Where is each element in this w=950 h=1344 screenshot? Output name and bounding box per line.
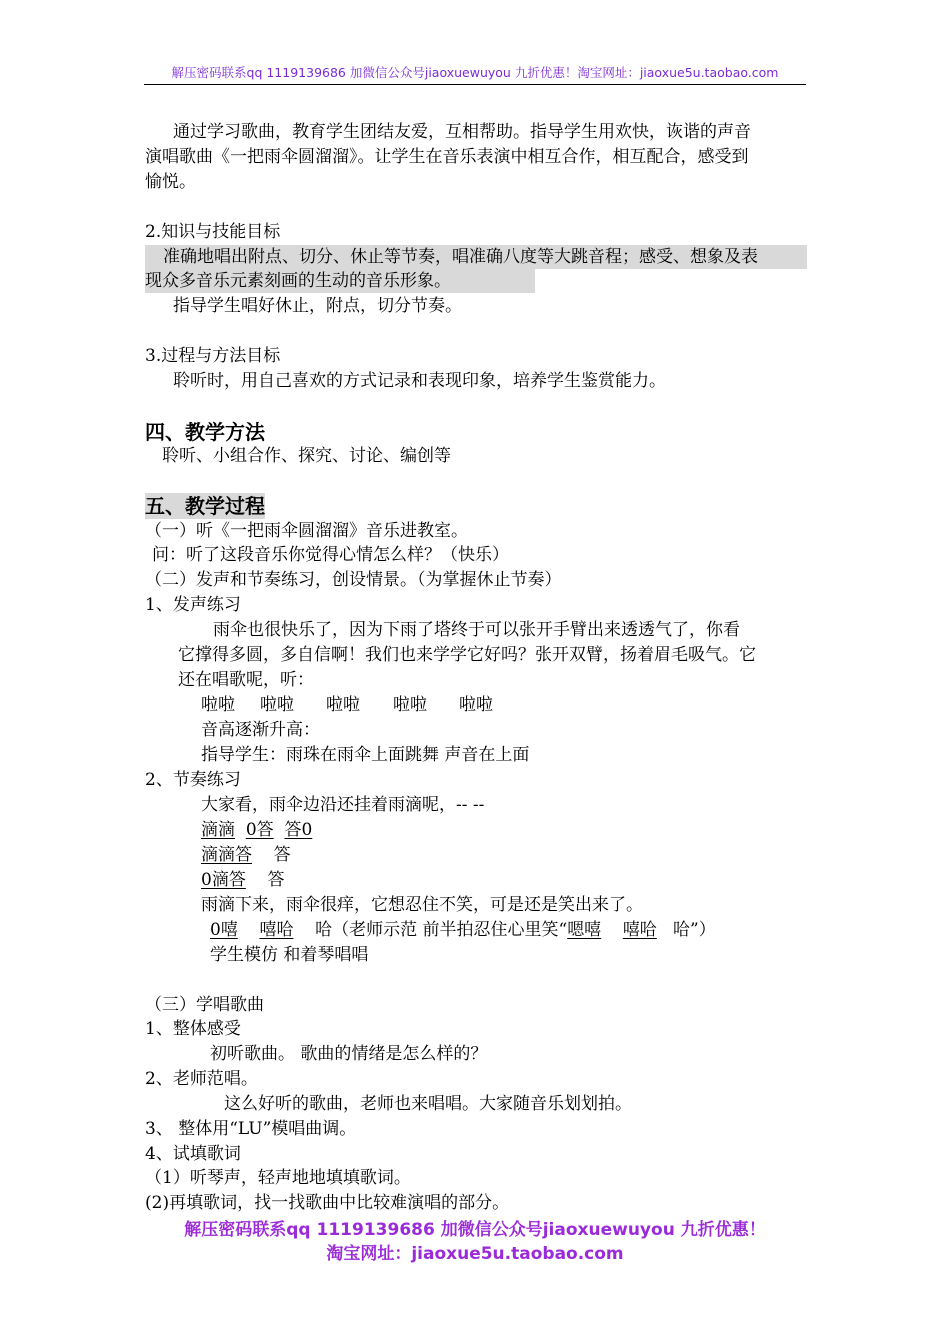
rhythm-note: 0滴答 [201, 870, 246, 890]
intro-line-2: 演唱歌曲《一把雨伞圆溜溜》。让学生在音乐表演中相互合作，相互配合，感受到 [145, 147, 749, 167]
rhythm-practice-heading: 2、节奏练习 [145, 770, 241, 790]
vocal-practice-line-5: 音高逐渐升高： [201, 720, 320, 740]
learning-step-2: 2、老师范唱。 [145, 1069, 258, 1089]
rhythm-note: 0答 [245, 820, 274, 840]
rhythm-note: 0嘻 [210, 920, 238, 940]
vocal-practice-line-1: 雨伞也很快乐了，因为下雨了塔终于可以张开手臂出来透透气了，你看 [213, 620, 740, 640]
rhythm-pattern-3 [201, 868, 284, 892]
vocal-practice-line-6: 指导学生：雨珠在雨伞上面跳舞 声音在上面 [201, 745, 530, 765]
rhythm-note: 哈”） [673, 920, 716, 940]
rhythm-note: 答0 [284, 820, 313, 840]
section5-heading: 五、教学过程 [145, 494, 265, 518]
la-syllable: 啦啦 [201, 695, 235, 715]
rhythm-note: 答 [267, 870, 285, 890]
learning-step-4-line-1: （1）听琴声，轻声地地填填歌词。 [145, 1168, 411, 1188]
rhythm-note: 滴滴 [201, 820, 235, 840]
rhythm-note: 滴滴答 [201, 845, 252, 865]
intro-line-3: 愉悦。 [145, 172, 196, 192]
process-question: 问：听了这段音乐你觉得心情怎么样？（快乐） [152, 545, 509, 565]
process-step-1: （一）听《一把雨伞圆溜溜》音乐进教室。 [145, 521, 468, 541]
la-syllable: 啦啦 [260, 695, 294, 715]
rhythm-note: 嘻哈 [259, 920, 294, 940]
rhythm-note: 答 [273, 845, 291, 865]
section4-heading: 四、教学方法 [145, 420, 265, 444]
rhythm-practice-line-1: 大家看，雨伞边沿还挂着雨滴呢，-- -- [201, 795, 485, 815]
page-header: 解压密码联系qq 1119139686 加微信公众号jiaoxuewuyou 九折优惠！淘宝网址：jiaoxue5u.taobao.com [171, 65, 779, 80]
learning-step-4: 4、试填歌词 [145, 1144, 241, 1164]
learning-step-4-line-2: (2)再填歌词，找一找歌曲中比较难演唱的部分。 [145, 1193, 510, 1213]
learning-step-1-line: 初听歌曲。 歌曲的情绪是怎么样的？ [210, 1044, 488, 1064]
rhythm-note: 哈（老师示范 前半拍忍住心里笑“ [315, 920, 568, 940]
header-divider [144, 84, 806, 85]
goal2-highlight-line-2: 现众多音乐元素刻画的生动的音乐形象。 [145, 269, 535, 293]
la-syllable: 啦啦 [459, 695, 493, 715]
process-step-2: （二）发声和节奏练习，创设情景。（为掌握休止节奏） [145, 570, 562, 590]
learning-step-3: 3、 整体用“LU”模唱曲调。 [145, 1119, 357, 1139]
rhythm-pattern-1 [201, 818, 312, 842]
intro-line-1: 通过学习歌曲，教育学生团结友爱，互相帮助。指导学生用欢快，诙谐的声音 [173, 122, 751, 142]
footer-line-2: 淘宝网址：jiaoxue5u.taobao.com [326, 1244, 624, 1264]
learning-step-2-line: 这么好听的歌曲，老师也来唱唱。大家随音乐划划拍。 [224, 1094, 632, 1114]
footer-line-1: 解压密码联系qq 1119139686 加微信公众号jiaoxuewuyou 九折优惠！ [184, 1220, 766, 1240]
goal2-highlight-line-1: 准确地唱出附点、切分、休止等节奏，唱准确八度等大跳音程；感受、想象及表 [145, 245, 807, 269]
rhythm-note: 嗯嘻 [567, 920, 602, 940]
rhythm-pattern-4 [210, 918, 716, 942]
goal3-line-1: 聆听时，用自己喜欢的方式记录和表现印象，培养学生鉴赏能力。 [173, 371, 666, 391]
goal2-title: 2.知识与技能目标 [145, 222, 281, 242]
goal3-title: 3.过程与方法目标 [145, 346, 281, 366]
la-syllable: 啦啦 [326, 695, 360, 715]
vocal-practice-line-2: 它撑得多圆，多自信啊！我们也来学学它好吗？张开双臂，扬着眉毛吸气。它 [178, 645, 756, 665]
section4-line-1: 聆听、小组合作、探究、讨论、编创等 [162, 446, 451, 466]
rhythm-practice-line-5: 雨滴下来，雨伞很痒，它想忍住不笑，可是还是笑出来了。 [201, 895, 643, 915]
learning-step-1: 1、整体感受 [145, 1019, 241, 1039]
rhythm-note: 嘻哈 [622, 920, 657, 940]
process-step-3: （三）学唱歌曲 [145, 995, 264, 1015]
vocal-practice-heading: 1、发声练习 [145, 595, 241, 615]
rhythm-practice-line-7: 学生模仿 和着琴唱唱 [210, 945, 369, 965]
la-syllable: 啦啦 [393, 695, 427, 715]
goal2-line-3: 指导学生唱好休止，附点，切分节奏。 [173, 296, 462, 316]
rhythm-pattern-2 [201, 843, 291, 867]
vocal-practice-line-3: 还在唱歌呢，听： [178, 670, 314, 690]
